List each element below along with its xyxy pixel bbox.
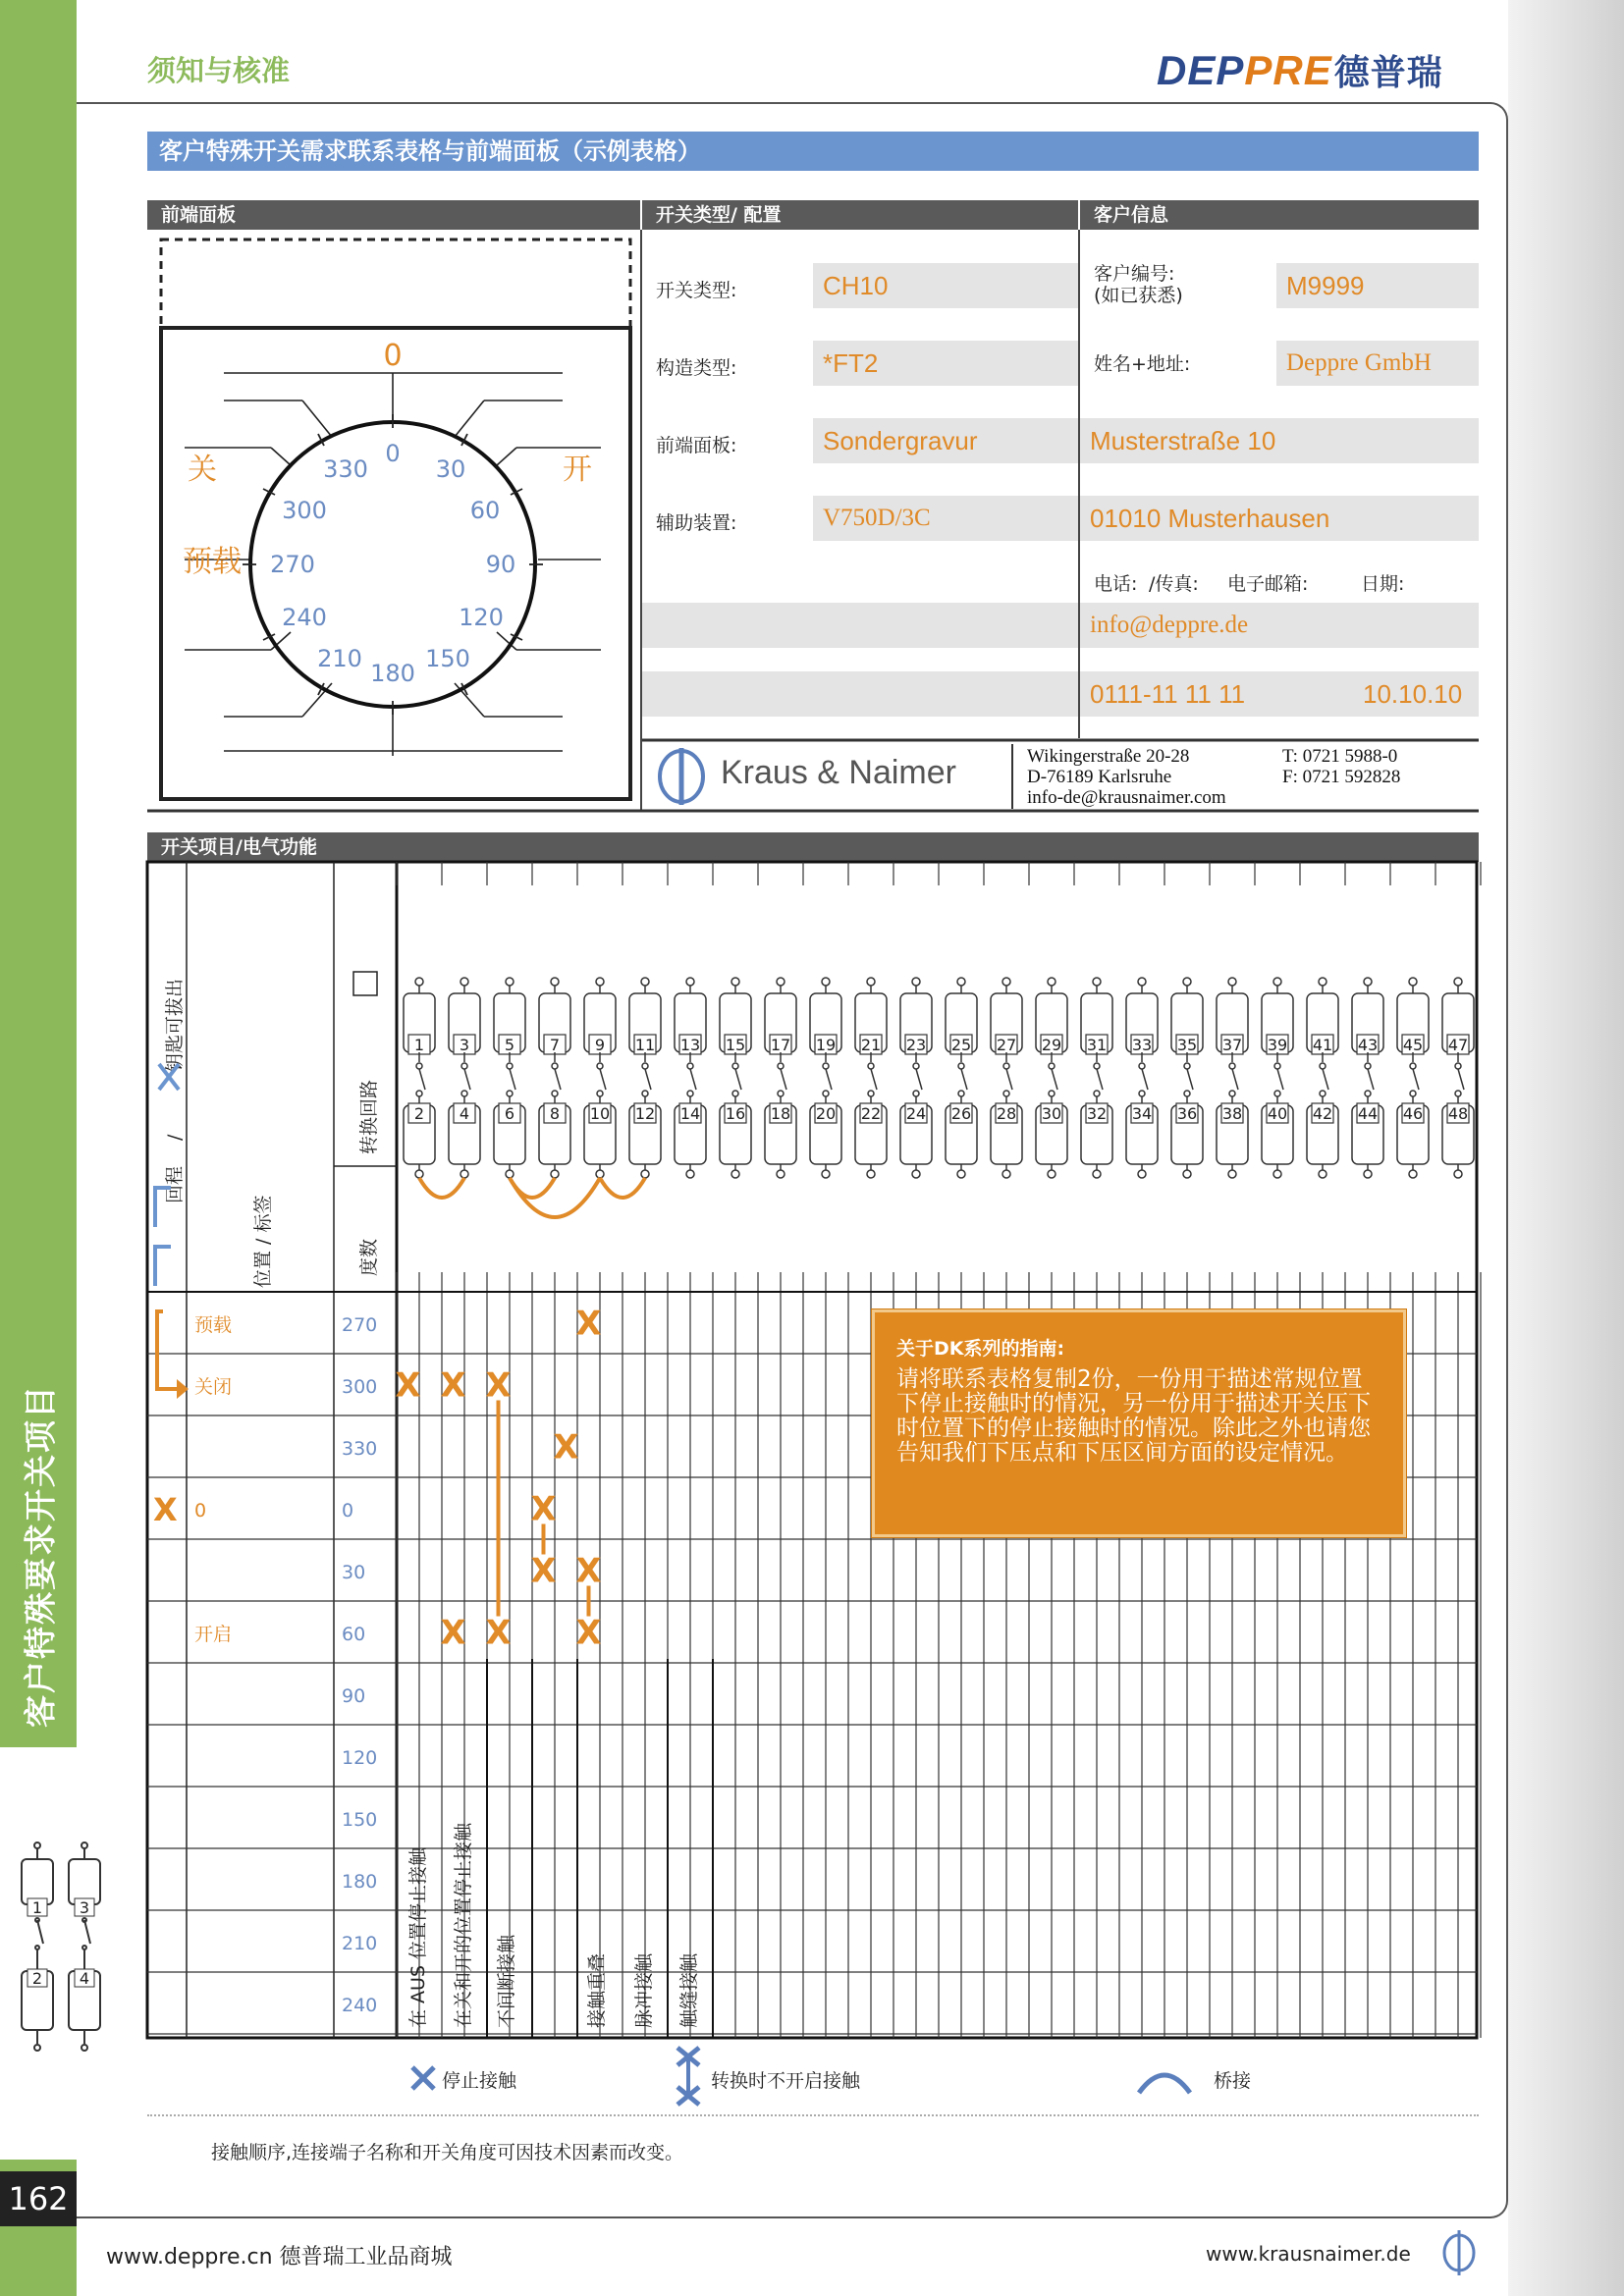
construction-field[interactable]: *FT2: [813, 341, 1078, 386]
street-field[interactable]: Musterstraße 10: [1080, 418, 1479, 463]
city-field[interactable]: 01010 Musterhausen: [1080, 496, 1479, 541]
terminal-number: 14: [679, 1104, 701, 1123]
dial-angle: 90: [485, 551, 516, 578]
kraus-address: Wikingerstraße 20-28 D-76189 Karlsruhe info-de@krausnaimer.com: [1027, 746, 1226, 808]
row-position-label: 开启: [194, 1624, 233, 1645]
terminal-number: 17: [770, 1036, 791, 1054]
terminal-contact: [1232, 1069, 1238, 1090]
contact-x-mark: X: [395, 1365, 421, 1406]
contact-x-mark: X: [485, 1613, 512, 1653]
terminal-contact: [555, 1069, 561, 1090]
terminal-dot: [1320, 1063, 1326, 1069]
terminal-dot: [777, 978, 785, 986]
row-key-mark: X: [153, 1491, 178, 1528]
bridge-arc: [510, 1178, 600, 1217]
contact-x-mark: X: [575, 1551, 602, 1591]
note-title: 关于DK系列的指南:: [896, 1338, 1065, 1360]
terminal-dot: [641, 1170, 649, 1178]
key-column-header: 钥匙可拔出: [164, 978, 186, 1072]
bridge-icon: [1135, 2061, 1194, 2097]
terminal-dot: [551, 1170, 559, 1178]
dial-angle: 330: [323, 455, 368, 483]
terminal-dot: [507, 1091, 513, 1096]
dial-top-mark: 0: [383, 339, 403, 373]
row-degree: 300: [342, 1376, 378, 1398]
terminal-dot: [1410, 1063, 1416, 1069]
terminal-number: 12: [634, 1104, 656, 1123]
terminal-dot: [868, 1063, 874, 1069]
terminal-dot: [596, 978, 604, 986]
terminal-dot: [687, 1063, 693, 1069]
terminal-dot: [1454, 1170, 1462, 1178]
date-field[interactable]: 10.10.10: [1363, 679, 1463, 709]
column-note: 不间断接触: [496, 1934, 517, 2028]
dial-angle: 270: [270, 551, 315, 578]
terminal-dot: [958, 1091, 964, 1096]
terminal-dot: [731, 1170, 739, 1178]
terminal-dot: [1094, 1091, 1100, 1096]
terminal-dot: [778, 1063, 784, 1069]
terminal-dot: [687, 1091, 693, 1096]
row-degree: 270: [342, 1314, 378, 1336]
contact-x-mark: X: [440, 1613, 466, 1653]
fax-label: /传真:: [1149, 573, 1199, 595]
row-degree: 330: [342, 1438, 378, 1460]
kraus-phone: T: 0721 5988-0 F: 0721 592828: [1282, 746, 1401, 787]
contact-x-mark: X: [530, 1551, 557, 1591]
terminal-number: 27: [996, 1036, 1017, 1054]
terminal-dot: [822, 978, 830, 986]
row-degree: 150: [342, 1809, 378, 1831]
terminal-contact: [510, 1069, 515, 1090]
terminal-contact: [961, 1069, 967, 1090]
terminal-dot: [415, 978, 423, 986]
bridge-arc: [510, 1178, 555, 1198]
bridge-arc: [419, 1178, 464, 1198]
terminal-dot: [416, 1091, 422, 1096]
terminal-dot: [1048, 978, 1056, 986]
dial-angle: 0: [385, 440, 401, 467]
terminal-number: 45: [1402, 1036, 1424, 1054]
terminal-dot: [1229, 1063, 1235, 1069]
terminal-number: 37: [1221, 1036, 1243, 1054]
front-panel-header: 前端面板: [147, 200, 640, 230]
terminal-number: 13: [679, 1036, 701, 1054]
terminal-dot: [1319, 978, 1326, 986]
terminal-contact: [871, 1069, 877, 1090]
terminal-number: 36: [1176, 1104, 1198, 1123]
contact-x-mark: X: [440, 1365, 466, 1406]
legend-stop-contact: 停止接触: [442, 2070, 517, 2092]
column-note: 接触重叠: [586, 1952, 608, 2028]
terminal-number: 15: [725, 1036, 746, 1054]
terminal-contact: [690, 1069, 696, 1090]
side-label: 客户特殊要求开关项目: [21, 1384, 60, 1728]
terminal-contact: [419, 1069, 425, 1090]
terminal-dot: [461, 1063, 467, 1069]
terminal-number: 24: [905, 1104, 927, 1123]
terminal-dot: [460, 1170, 468, 1178]
dial-angle: 300: [282, 497, 327, 524]
phone-field[interactable]: 0111-11 11 11: [1080, 671, 1479, 717]
terminal-dot: [1183, 1170, 1191, 1178]
terminal-dot: [551, 978, 559, 986]
dk-series-note: [872, 1309, 1406, 1537]
terminal-dot: [1228, 978, 1236, 986]
email-field[interactable]: info@deppre.de: [1080, 603, 1479, 648]
contact-x-mark: X: [553, 1427, 579, 1468]
terminal-dot: [686, 1170, 694, 1178]
terminal-dot: [1138, 978, 1146, 986]
dial-angle: 180: [370, 660, 415, 687]
terminal-dot: [867, 978, 875, 986]
terminal-dot: [642, 1063, 648, 1069]
terminal-number: 47: [1447, 1036, 1469, 1054]
terminal-number: 22: [860, 1104, 882, 1123]
return-column-header: 回程: [164, 1165, 186, 1203]
terminal-dot: [1184, 1091, 1190, 1096]
svg-text:1: 1: [31, 1898, 43, 1917]
column-note: 触缝接触: [678, 1952, 700, 2028]
terminal-number: 33: [1131, 1036, 1153, 1054]
contact-x-mark: X: [575, 1304, 602, 1344]
disclaimer: 接触顺序,连接端子名称和开关角度可因技术因素而改变。: [211, 2142, 684, 2163]
terminal-number: 19: [815, 1036, 837, 1054]
terminal-dot: [958, 1063, 964, 1069]
terminal-dot: [1454, 978, 1462, 986]
footer-website[interactable]: www.deppre.cn 德普瑞工业品商城: [106, 2245, 453, 2269]
terminal-dot: [1049, 1091, 1055, 1096]
terminal-dot: [461, 1091, 467, 1096]
terminal-number: 2: [413, 1104, 425, 1123]
terminal-dot: [777, 1170, 785, 1178]
terminal-number: 21: [860, 1036, 882, 1054]
return-arrow: [157, 1311, 177, 1389]
row-degree: 240: [342, 1995, 378, 2016]
terminal-dot: [822, 1170, 830, 1178]
circuit-checkbox: [353, 972, 377, 995]
front-panel-field[interactable]: Sondergravur: [813, 418, 1078, 463]
terminal-contact: [781, 1069, 786, 1090]
terminal-dot: [1048, 1170, 1056, 1178]
column-note: 在 AUS 位置停止接触: [407, 1846, 429, 2028]
terminal-dot: [867, 1170, 875, 1178]
dotted-divider: [147, 2114, 1479, 2116]
terminal-dot: [1184, 1063, 1190, 1069]
terminal-dot: [1365, 1091, 1371, 1096]
terminal-dot: [731, 978, 739, 986]
page-title: 客户特殊开关需求联系表格与前端面板（示例表格）: [147, 132, 1479, 171]
terminal-dot: [642, 1091, 648, 1096]
terminal-dot: [1320, 1091, 1326, 1096]
terminal-dot: [1365, 1063, 1371, 1069]
terminal-dot: [552, 1063, 558, 1069]
terminal-dot: [1410, 1091, 1416, 1096]
no-open-contact-icon: [674, 2044, 703, 2109]
terminal-dot: [507, 1063, 513, 1069]
terminal-dot: [868, 1091, 874, 1096]
contact-x-mark: X: [530, 1489, 557, 1529]
dial-angle: 120: [459, 604, 504, 631]
date-label: 日期:: [1361, 573, 1405, 595]
stop-contact-icon: [408, 2063, 438, 2093]
terminal-dot: [1049, 1063, 1055, 1069]
terminal-contact: [1277, 1069, 1283, 1090]
terminal-number: 46: [1402, 1104, 1424, 1123]
aux-field[interactable]: V750D/3C: [813, 496, 1078, 541]
bridge-arc: [600, 1178, 645, 1198]
name-address-label: 姓名+地址:: [1094, 353, 1191, 375]
terminal-number: 10: [589, 1104, 611, 1123]
terminal-dot: [415, 1170, 423, 1178]
terminal-number: 9: [594, 1036, 606, 1054]
terminal-dot: [912, 978, 920, 986]
terminal-number: 43: [1357, 1036, 1379, 1054]
terminal-number: 28: [996, 1104, 1017, 1123]
aux-label: 辅助装置:: [656, 512, 737, 534]
functions-header: 开关项目/电气功能: [147, 832, 1479, 862]
construction-label: 构造类型:: [656, 357, 737, 379]
customer-number-label: 客户编号: (如已获悉): [1094, 263, 1183, 306]
terminal-number: 26: [950, 1104, 972, 1123]
dial-angle: 150: [425, 645, 470, 672]
terminal-number: 7: [549, 1036, 561, 1054]
terminal-dot: [460, 978, 468, 986]
type-field[interactable]: CH10: [813, 263, 1078, 308]
terminal-dot: [1003, 1063, 1009, 1069]
terminal-number: 41: [1312, 1036, 1333, 1054]
terminal-dot: [1274, 1063, 1280, 1069]
terminal-dot: [597, 1091, 603, 1096]
terminal-number: 3: [459, 1036, 470, 1054]
terminal-contact: [1187, 1069, 1193, 1090]
terminal-number: 1: [413, 1036, 425, 1054]
column-separator: /: [164, 1134, 186, 1141]
terminal-number: 5: [504, 1036, 515, 1054]
terminal-dot: [1093, 978, 1101, 986]
page-number: 162: [0, 2171, 77, 2226]
contact-x-mark: X: [485, 1365, 512, 1406]
front-panel-label: 前端面板:: [656, 435, 737, 456]
terminal-dot: [1002, 1170, 1010, 1178]
terminal-contact: [1006, 1069, 1012, 1090]
terminal-dot: [912, 1170, 920, 1178]
position-column-header: 位置 / 标签: [252, 1195, 274, 1288]
row-degree: 120: [342, 1747, 378, 1769]
terminal-dot: [1003, 1091, 1009, 1096]
row-degree: 30: [342, 1562, 366, 1583]
dial-angle: 240: [282, 604, 327, 631]
kraus-naimer-name: Kraus & Naimer: [721, 754, 956, 791]
row-degree: 0: [342, 1500, 354, 1522]
row-position-label: 预载: [194, 1314, 233, 1336]
terminal-contact: [916, 1069, 922, 1090]
terminal-contact: [1052, 1069, 1057, 1090]
terminal-number: 18: [770, 1104, 791, 1123]
contact-x-mark: X: [575, 1613, 602, 1653]
terminal-dot: [1002, 978, 1010, 986]
terminal-dot: [778, 1091, 784, 1096]
terminal-contact: [1323, 1069, 1328, 1090]
terminal-contact: [735, 1069, 741, 1090]
row-degree: 180: [342, 1871, 378, 1893]
terminal-dot: [1228, 1170, 1236, 1178]
terminal-number: 16: [725, 1104, 746, 1123]
terminal-dot: [596, 1170, 604, 1178]
terminal-number: 8: [549, 1104, 561, 1123]
terminal-dot: [1364, 978, 1372, 986]
terminal-dot: [1409, 978, 1417, 986]
terminal-dot: [732, 1063, 738, 1069]
terminal-dot: [1139, 1091, 1145, 1096]
switch-type-header: 开关类型/ 配置: [642, 200, 1078, 230]
terminal-dot: [1274, 1091, 1280, 1096]
terminal-contact: [826, 1069, 832, 1090]
terminal-contact: [600, 1069, 606, 1090]
terminal-dot: [1273, 978, 1281, 986]
row-degree: 60: [342, 1624, 366, 1645]
row-position-label: 关闭: [194, 1376, 233, 1398]
svg-text:2: 2: [31, 1969, 43, 1988]
terminal-number: 20: [815, 1104, 837, 1123]
phone-label: 电话:: [1094, 573, 1138, 595]
terminal-number: 25: [950, 1036, 972, 1054]
customer-number-field[interactable]: M9999: [1276, 263, 1479, 308]
email-label: 电子邮箱:: [1227, 573, 1309, 595]
row-degree: 90: [342, 1685, 366, 1707]
name-field[interactable]: Deppre GmbH: [1276, 341, 1479, 386]
legend-bridge: 桥接: [1214, 2070, 1252, 2092]
terminal-dot: [823, 1063, 829, 1069]
terminal-contact: [464, 1069, 470, 1090]
note-body: 请将联系表格复制2份，一份用于描述常规位置下停止接触时的情况，另一份用于描述开关压下时位置下的停止接触时的情况。除此之外也请您告知我们下压点和下压区间方面的设定情况。: [896, 1366, 1371, 1466]
terminal-dot: [1319, 1170, 1326, 1178]
terminal-dot: [552, 1091, 558, 1096]
terminal-number: 30: [1041, 1104, 1062, 1123]
terminal-number: 31: [1086, 1036, 1108, 1054]
dial-on-label: 开: [563, 453, 592, 487]
terminal-dot: [957, 978, 965, 986]
dial-angle: 210: [317, 645, 362, 672]
customer-info-header: 客户信息: [1080, 200, 1479, 230]
terminal-dot: [1364, 1170, 1372, 1178]
terminal-contact: [1142, 1069, 1148, 1090]
dial-off-label: 关: [188, 453, 217, 487]
terminal-dot: [913, 1091, 919, 1096]
terminal-dot: [1273, 1170, 1281, 1178]
terminal-number: 39: [1267, 1036, 1288, 1054]
section-title: 须知与核准: [147, 54, 291, 87]
terminal-dot: [1093, 1170, 1101, 1178]
terminal-number: 32: [1086, 1104, 1108, 1123]
terminal-contact: [1097, 1069, 1103, 1090]
terminal-number: 11: [634, 1036, 656, 1054]
terminal-number: 29: [1041, 1036, 1062, 1054]
circuit-column-header: 转换回路: [358, 1079, 380, 1154]
brand-logo: DEPPRE德普瑞: [1157, 47, 1443, 93]
column-note: 脉冲接触: [633, 1952, 655, 2028]
terminal-number: 6: [504, 1104, 515, 1123]
terminal-dot: [1183, 978, 1191, 986]
footer-kraus-website[interactable]: www.krausnaimer.de: [1206, 2242, 1411, 2266]
terminal-dot: [597, 1063, 603, 1069]
terminal-dot: [686, 978, 694, 986]
terminal-contact: [1368, 1069, 1374, 1090]
terminal-dot: [1094, 1063, 1100, 1069]
return-bracket-icon: [155, 1247, 171, 1286]
terminal-dot: [1409, 1170, 1417, 1178]
terminal-dot: [1455, 1091, 1461, 1096]
terminal-dot: [823, 1091, 829, 1096]
terminal-dot: [1455, 1063, 1461, 1069]
terminal-contact: [1458, 1069, 1464, 1090]
terminal-dot: [506, 1170, 514, 1178]
kraus-footer-icon: [1437, 2228, 1481, 2277]
dial-angle: 30: [435, 455, 466, 483]
terminal-number: 34: [1131, 1104, 1153, 1123]
terminal-number: 44: [1357, 1104, 1379, 1123]
terminal-dot: [957, 1170, 965, 1178]
terminal-contact: [645, 1069, 651, 1090]
terminal-dot: [506, 978, 514, 986]
terminal-number: 23: [905, 1036, 927, 1054]
terminal-number: 4: [459, 1104, 470, 1123]
svg-text:3: 3: [79, 1898, 90, 1917]
terminal-number: 40: [1267, 1104, 1288, 1123]
terminal-dot: [732, 1091, 738, 1096]
legend-no-open: 转换时不开启接触: [711, 2070, 861, 2092]
type-label: 开关类型:: [656, 280, 737, 301]
terminal-dot: [913, 1063, 919, 1069]
terminal-contact: [1413, 1069, 1419, 1090]
dial-preload-label: 预载: [183, 545, 242, 579]
row-position-label: 0: [194, 1500, 207, 1522]
terminal-number: 42: [1312, 1104, 1333, 1123]
terminal-dot: [641, 978, 649, 986]
terminal-number: 48: [1447, 1104, 1469, 1123]
terminal-dot: [1139, 1063, 1145, 1069]
dial-angle: 60: [469, 497, 501, 524]
terminal-dot: [1138, 1170, 1146, 1178]
terminal-dot: [1229, 1091, 1235, 1096]
terminal-number: 35: [1176, 1036, 1198, 1054]
degree-column-header: 度数: [358, 1238, 380, 1276]
terminal-number: 38: [1221, 1104, 1243, 1123]
column-note: 在关和开的位置停止接触: [453, 1822, 474, 2028]
terminal-dot: [416, 1063, 422, 1069]
svg-text:4: 4: [79, 1969, 90, 1988]
row-degree: 210: [342, 1933, 378, 1954]
